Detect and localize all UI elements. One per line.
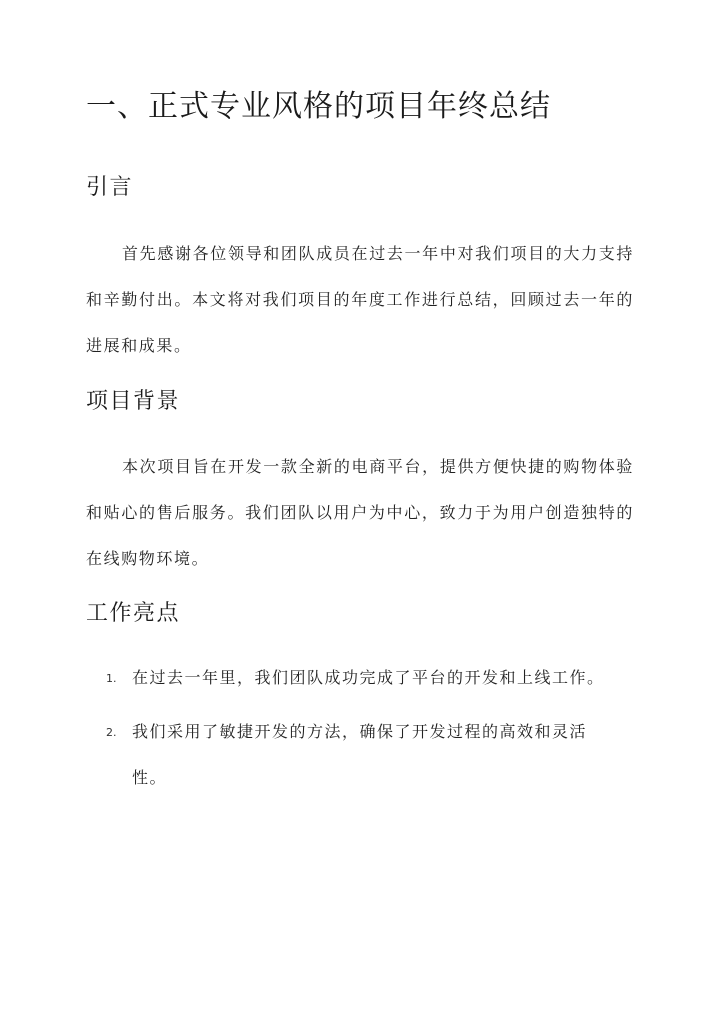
document-title: 一、正式专业风格的项目年终总结 xyxy=(86,89,551,124)
work-highlights-list xyxy=(86,655,634,809)
list-item xyxy=(86,709,634,801)
section-heading-project-background: 项目背景 xyxy=(86,389,181,414)
introduction-paragraph: 首先感谢各位领导和团队成员在过去一年中对我们项目的大力支持和辛勤付出。本文将对我们项目的年度工作进行总结，回顾过去一年的进展和成果。 xyxy=(86,244,634,355)
section-heading-introduction: 引言 xyxy=(86,175,134,200)
section-heading-work-highlights: 工作亮点 xyxy=(86,601,181,626)
list-item-text: 我们采用了敏捷开发的方法，确保了开发过程的高效和灵活性。 xyxy=(132,722,588,787)
list-item-number: 2. xyxy=(106,726,117,739)
project-background-paragraph: 本次项目旨在开发一款全新的电商平台，提供方便快捷的购物体验和贴心的售后服务。我们团队以用户为中心，致力于为用户创造独特的在线购物环境。 xyxy=(86,457,634,568)
list-item-text: 在过去一年里，我们团队成功完成了平台的开发和上线工作。 xyxy=(132,668,605,687)
list-item-number: 1. xyxy=(106,672,117,685)
list-item xyxy=(86,655,634,701)
